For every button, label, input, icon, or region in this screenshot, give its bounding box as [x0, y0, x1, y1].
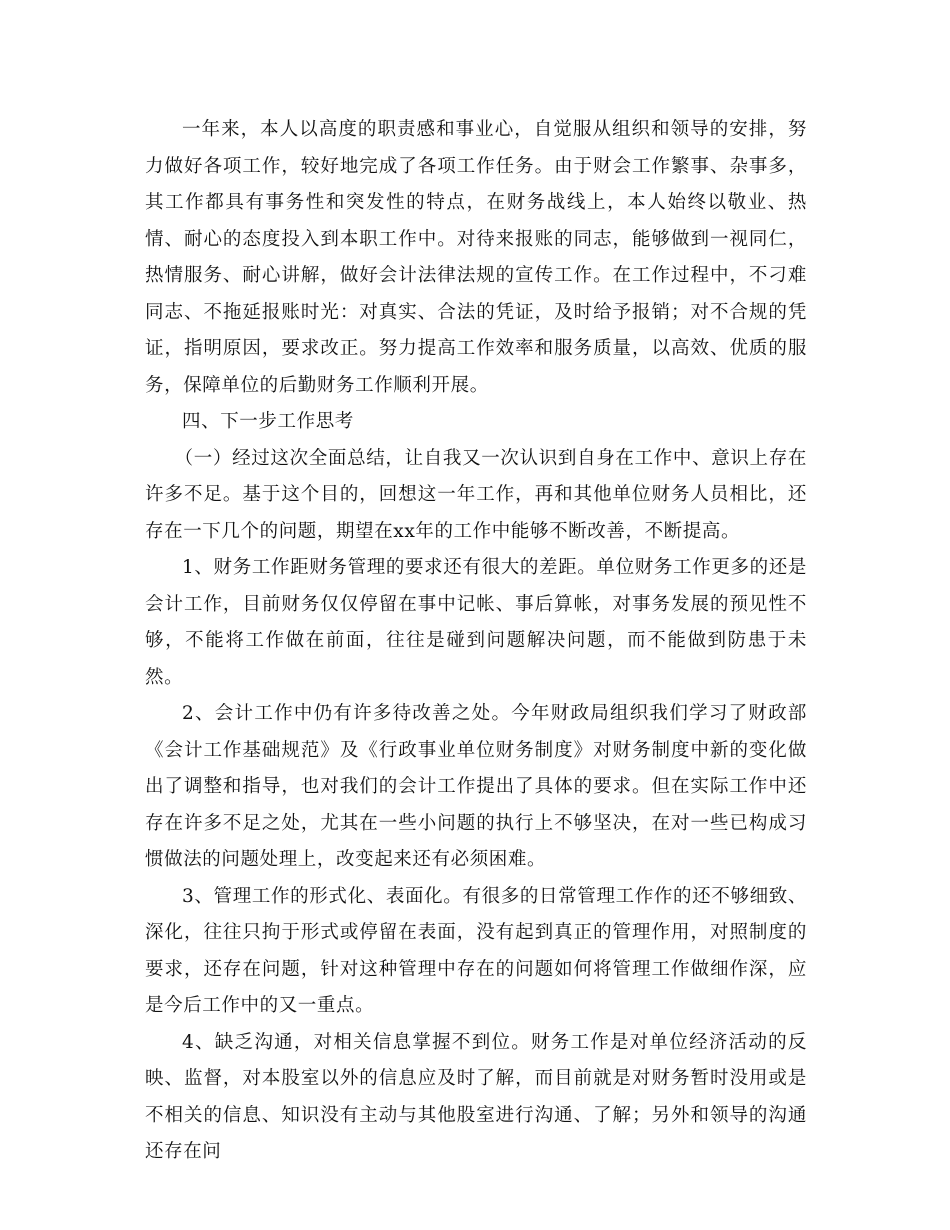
list-item-4: 4、缺乏沟通，对相关信息掌握不到位。财务工作是对单位经济活动的反映、监督，对本股室以外的信息应及时了解，而目前就是对财务暂时没用或是不相关的信息、知识没有主动与其他股室进行沟通、了解；另外和领导的沟通还存在问 [145, 1031, 807, 1162]
paragraph-summary: 一年来，本人以高度的职责感和事业心，自觉服从组织和领导的安排，努力做好各项工作，较好地完成了各项工作任务。由于财会工作繁事、杂事多，其工作都具有事务性和突发性的特点，在财务战线上，本人始终以敬业、热情、耐心的态度投入到本职工作中。对待来报账的同志，能够做到一视同仁，热情服务、耐心讲解，做好会计法律法规的宣传工作。在工作过程中，不刁难同志、不拖延报账时光：对真实、合法的凭证，及时给予报销；对不合规的凭证，指明原因，要求改正。努力提高工作效率和服务质量，以高效、优质的服务，保障单位的后勤财务工作顺利开展。 [145, 119, 807, 396]
list-item-1: 1、财务工作距财务管理的要求还有很大的差距。单位财务工作更多的还是会计工作，目前财务仅仅停留在事中记帐、事后算帐，对事务发展的预见性不够，不能将工作做在前面，往往是碰到问题解决问题，而不能做到防患于未然。 [145, 557, 807, 688]
list-item-3: 3、管理工作的形式化、表面化。有很多的日常管理工作作的还不够细致、深化，往往只拘于形式或停留在表面，没有起到真正的管理作用，对照制度的要求，还存在问题，针对这种管理中存在的问题如何将管理工作做细作深，应是今后工作中的又一重点。 [145, 885, 807, 1016]
paragraph-sub-1: （一）经过这次全面总结，让自我又一次认识到自身在工作中、意识上存在许多不足。基于这个目的，回想这一年工作，再和其他单位财务人员相比，还存在一下几个的问题，期望在xx年的工作中能够不断改善，不断提高。 [145, 447, 807, 542]
list-item-2: 2、会计工作中仍有许多待改善之处。今年财政局组织我们学习了财政部《会计工作基础规范》及《行政事业单位财务制度》对财务制度中新的变化做出了调整和指导，也对我们的会计工作提出了具体的要求。但在实际工作中还存在许多不足之处，尤其在一些小问题的执行上不够坚决，在对一些已构成习惯做法的问题处理上，改变起来还有必须困难。 [145, 703, 807, 870]
document-body [145, 112, 807, 1171]
section-heading-next-steps: 四、下一步工作思考 [182, 411, 354, 432]
